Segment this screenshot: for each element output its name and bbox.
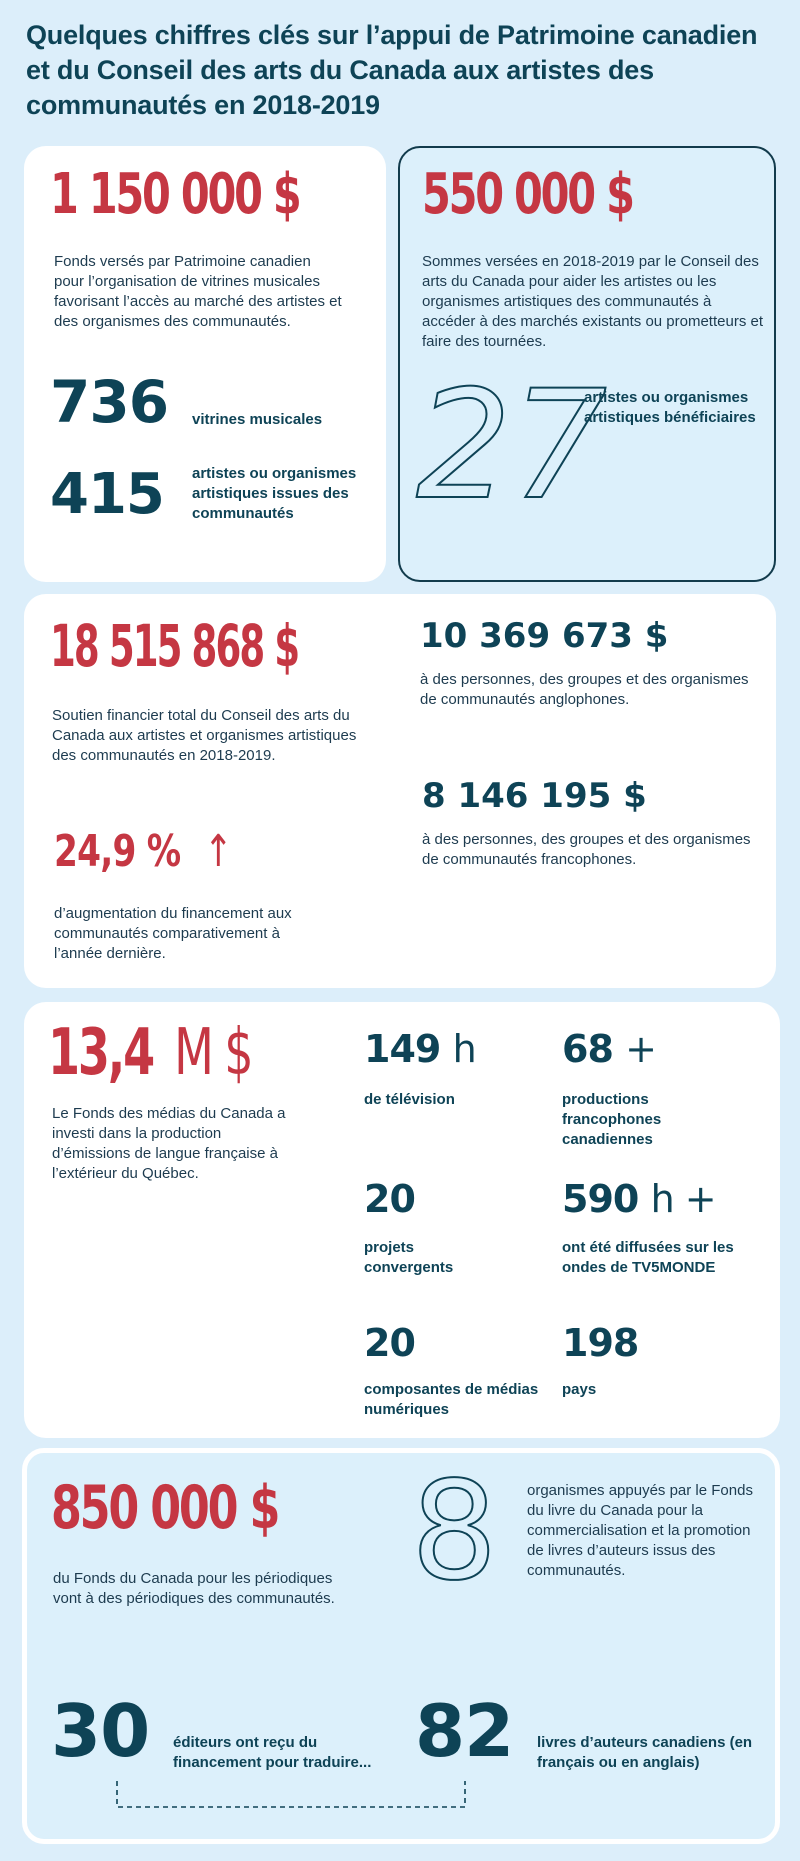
stat-productions-number: 68 (562, 1027, 613, 1071)
outline-number-8: 8 (411, 1453, 498, 1611)
franco-value: 8 146 195 $ (422, 776, 647, 816)
stat-productions-unit: + (625, 1027, 656, 1071)
books-fund-label: organismes appuyés par le Fonds du livre du Canada pour la commercialisation et la promotion de livres d’auteurs issus des communautés. (527, 1482, 753, 1579)
page-title: Quelques chiffres clés sur l’appui de Patrimoine canadien et du Conseil des arts du Canada aux artistes des communautés en 2018-2019 (26, 20, 758, 120)
card-books-periodicals (22, 1448, 780, 1844)
amount-periodicals: 850 000 $ (51, 1473, 279, 1543)
card-media-fund (24, 1002, 780, 1438)
books-value: 82 (415, 1689, 514, 1773)
growth-value (54, 826, 232, 877)
amount-media-unit: M $ (174, 1016, 252, 1090)
stat-showcases-value: 736 (50, 368, 169, 436)
desc-music: Fonds versés par Patrimoine canadien pour l’organisation de vitrines musicales favorisant l’accès au marché des artistes et des organismes des communautés. (54, 253, 342, 330)
stat-productions-value (562, 1026, 656, 1072)
amount-music: 1 150 000 $ (50, 162, 300, 227)
desc-total: Soutien financier total du Conseil des arts du Canada aux artistes et organismes artistiques des communautés en 2018-2019. (52, 707, 357, 764)
stat-beneficiaries-label: artistes ou organismes artistiques bénéficiaires (584, 389, 756, 426)
publishers-label: éditeurs ont reçu du financement pour traduire... (173, 1734, 372, 1771)
stat-digital-value (364, 1320, 415, 1366)
card-total-support (24, 594, 776, 988)
stat-tv5-number: 590 (562, 1177, 639, 1221)
stat-artists-label: artistes ou organismes artistiques issues des communautés (192, 465, 357, 522)
stat-tv5-label: ont été diffusées sur les ondes de TV5MONDE (562, 1239, 734, 1276)
amount-total: 18 515 868 $ (50, 612, 299, 680)
arrow-up-icon: ↑ (203, 826, 232, 877)
desc-periodicals: du Fonds du Canada pour les périodiques vont à des périodiques des communautés. (53, 1570, 335, 1607)
amount-media (48, 1016, 251, 1090)
card-music-showcases (24, 146, 386, 582)
growth-percent: 24,9 % (54, 826, 181, 877)
growth-label: d’augmentation du financement aux communautés comparativement à l’année dernière. (54, 905, 292, 962)
stat-showcases-label: vitrines musicales (192, 411, 323, 428)
stat-countries-number: 198 (562, 1321, 639, 1365)
anglo-value: 10 369 673 $ (420, 616, 669, 656)
stat-countries-label: pays (562, 1381, 597, 1398)
stat-digital-label: composantes de médias numériques (364, 1381, 539, 1418)
stat-digital-number: 20 (364, 1321, 415, 1365)
publishers-value: 30 (51, 1689, 150, 1773)
anglo-label: à des personnes, des groupes et des organismes de communautés anglophones. (420, 671, 749, 708)
stat-projects-number: 20 (364, 1177, 415, 1221)
stat-tv-hours-unit: h (452, 1027, 476, 1071)
connector-bracket (115, 1779, 475, 1829)
card-touring-support (398, 146, 776, 582)
stat-tv5-unit: h + (650, 1177, 716, 1221)
amount-media-num: 13,4 (48, 1016, 154, 1090)
desc-touring: Sommes versées en 2018-2019 par le Conseil des arts du Canada pour aider les artistes ou les organismes artistiques des communautés à accéder à des marchés existants ou prometteurs et faire des tournées. (422, 253, 764, 350)
stat-artists-value: 415 (50, 462, 164, 527)
desc-media: Le Fonds des médias du Canada a investi dans la production d’émissions de langue française à l’extérieur du Québec. (52, 1105, 286, 1182)
books-label: livres d’auteurs canadiens (en français ou en anglais) (537, 1734, 753, 1771)
stat-tv-hours-value (364, 1026, 476, 1072)
amount-touring: 550 000 $ (422, 162, 633, 227)
stat-countries-value (562, 1320, 638, 1366)
stat-projects-value (364, 1176, 415, 1222)
stat-productions-label: productions francophones canadiennes (562, 1091, 662, 1148)
stat-tv5-value (562, 1176, 716, 1222)
stat-tv-hours-label: de télévision (364, 1091, 455, 1108)
outline-number-27: 27 (416, 359, 607, 533)
franco-label: à des personnes, des groupes et des organismes de communautés francophones. (422, 831, 751, 868)
stat-projects-label: projets convergents (364, 1239, 454, 1276)
stat-tv-hours-number: 149 (364, 1027, 441, 1071)
